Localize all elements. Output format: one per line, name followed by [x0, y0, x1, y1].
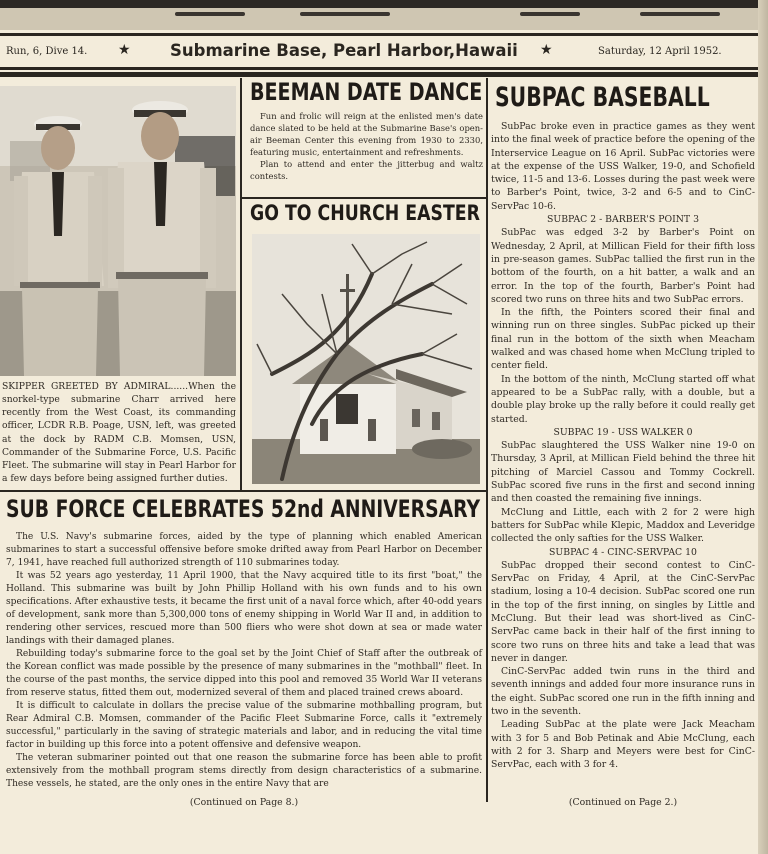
anniversary-paragraph: Rebuilding today's submarine force to the goal set by the Joint Chief of Staff after the outbreak of the Korean conflict was made possible by the presence of many submarines in the "mothball" fleet. In the course of the past months, the service dipped into this pool and removed 35 World War II veterans from reserve status, fitted them out, modernized several of them and placed trained crews aboard. [6, 649, 482, 699]
baseball-paragraph: McClung and Little, each with 2 for 2 were high batters for SubPac while Klepic, Maddox and Leveridge collected the only safties for the USS Walker. [491, 506, 755, 545]
star-icon: ★ [118, 42, 131, 58]
scanned-top-edge [0, 0, 768, 30]
photo-caption [2, 380, 236, 485]
continued-note: (Continued on Page 8.) [189, 797, 299, 808]
church-photo [252, 234, 480, 484]
baseball-paragraph: CinC-ServPac added twin runs in the third and seventh innings and added four more insurance runs in the eight. SubPac scored one run in the fifth inning and two in the seventh. [491, 666, 755, 718]
baseball-intro: SubPac broke even in practice games as they went into the final week of practice before the opening of the Interservice League on 16 April. SubPac victories were at the expense of the USS Walker, 19-0, and Schofield twice, 11-5 and 13-6. Losses during the past week were to Barber's Point, twice, 3-2 and 6-5 and to CinC-ServPac 10-6. [491, 121, 755, 212]
star-icon: ★ [540, 42, 553, 58]
dance-paragraph-1: Fun and frolic will reign at the enlisted men's date dance slated to be held at the Submarine Base's open-air Beeman Center this evening from 1930 to 2330, featuring music, entertainment and refreshments. [250, 111, 483, 158]
anniversary-article [6, 531, 482, 791]
masthead-top-rule [0, 33, 768, 36]
game-subheading: SUBPAC 19 - USS WALKER 0 [553, 426, 693, 438]
church-headline: GO TO CHURCH EASTER [250, 201, 480, 225]
masthead [0, 38, 768, 66]
anniversary-paragraph: The U.S. Navy's submarine forces, aided by the type of planning which enabled American submarines to start a successful offensive before smoke drifted away from Pearl Harbor on December 7, 1941, have reached full authorized strength of 110 submarines today. [6, 532, 482, 569]
column-divider [486, 78, 488, 802]
caption-text: When the snorkel-type submarine Charr arrived here recently from the West Coast, its commanding officer, LCDR R.B. Poage, USN, left, was greeted at the dock by RADM C.B. Momsen, USN, Commander of the Submarine Force, U.S. Pacific Fleet. The submarine will stay in Pearl Harbor for a few days before being assigned further duties. [2, 381, 237, 485]
game-subheading: SUBPAC 4 - CINC-SERVPAC 10 [549, 546, 697, 558]
issue-date: Saturday, 12 April 1952. [598, 46, 722, 57]
page-edge-shadow [758, 0, 768, 854]
masthead-heavy-rule [0, 72, 768, 77]
dance-headline: BEEMAN DATE DANCE [250, 78, 483, 106]
section-divider [242, 197, 486, 199]
dance-article [250, 110, 483, 182]
continued-note: (Continued on Page 2.) [568, 797, 678, 808]
anniversary-paragraph: The veteran submariner pointed out that one reason the submarine force has been able to profit extensively from the mothball program stems directly from design characteristics of a submarine. These vessels, he stated, are the only ones in the entire Navy that are [6, 753, 482, 790]
baseball-headline: SUBPAC BASEBALL [495, 82, 710, 113]
column-divider [240, 78, 242, 490]
dance-paragraph-2: Plan to attend and enter the jitterbug and waltz contests. [250, 159, 483, 182]
baseball-paragraph: In the fifth, the Pointers scored their final and winning run on three singles. SubPac picked up their final run in the bottom of the sixth when Meacham walked and was chased home when McClung tripled to center field. [491, 307, 755, 372]
baseball-article [491, 120, 755, 772]
baseball-paragraph: SubPac was edged 3-2 by Barber's Point on Wednesday, 2 April, at Millican Field for their fifth loss in pre-season games. SubPac tallied the first run in the bottom of the fourth, on a hit batter, a walk and an error. In the top of the fourth, Barber's Point had scored two runs on three hits and two SubPac errors. [491, 227, 755, 305]
baseball-paragraph: SubPac dropped their second contest to CinC-ServPac on Friday, 4 April, at the CinC-ServPac stadium, losing a 10-4 decision. SubPac scored one run in the top of the first inning, on singles by Little and McClung. But their lead was short-lived as CinC-ServPac came back in their half of the first inning to score two runs on three hits and take a lead that was never in danger. [491, 559, 755, 664]
masthead-bottom-rule [0, 67, 768, 70]
anniversary-paragraph: It was 52 years ago yesterday, 11 April 1900, that the Navy acquired title to its first "boat," the Holland. This submarine was built by John Phillip Holland with his own funds and to his own specifications. After exhaustive tests, it became the first unit of a naval force which, after 40-odd years of development, sank more than 5,300,000 tons of enemy shipping in World War II and, in addition to rendering other services, rescued more than 500 fliers who were shot down at sea or made water landings with their damaged planes. [6, 571, 482, 647]
issue-number: Run, 6, Dive 14. [6, 46, 88, 57]
baseball-paragraph: In the bottom of the ninth, McClung started off what appeared to be a SubPac rally, with a double, but a double play broke up the rally before it could really get started. [491, 373, 755, 425]
anniversary-paragraph: It is difficult to calculate in dollars the precise value of the submarine mothballing program, but Rear Admiral C.B. Momsen, commander of the Pacific Fleet Submarine Force, calls it "extremely successful," particularly in the saving of strategic materials and labor, and in reducing the vital time factor in building up this force into a potent offensive and defensive weapon. [6, 701, 482, 751]
anniversary-headline: SUB FORCE CELEBRATES 52nd ANNIVERSARY [6, 495, 481, 523]
game-subheading: SUBPAC 2 - BARBER'S POINT 3 [547, 214, 699, 226]
admiral-greeting-photo [0, 86, 236, 376]
baseball-paragraph: Leading SubPac at the plate were Jack Meacham with 3 for 5 and Bob Petinak and Abie McClung, each with 2 for 3. Sharp and Meyers were best for CinC-ServPac, each with 3 for 4. [491, 719, 755, 771]
newspaper-title: Submarine Base, Pearl Harbor,Hawaii [170, 41, 518, 60]
caption-lead: SKIPPER GREETED BY ADMIRAL...... [2, 381, 189, 392]
section-divider [0, 490, 486, 492]
baseball-paragraph: SubPac slaughtered the USS Walker nine 19-0 on Thursday, 3 April, at Millican Field behind the three hit pitching of Marciel Cassou and Tommy Cockrell. SubPac scored five runs in the first and second inning and then coasted the remaining five innings. [491, 440, 755, 505]
